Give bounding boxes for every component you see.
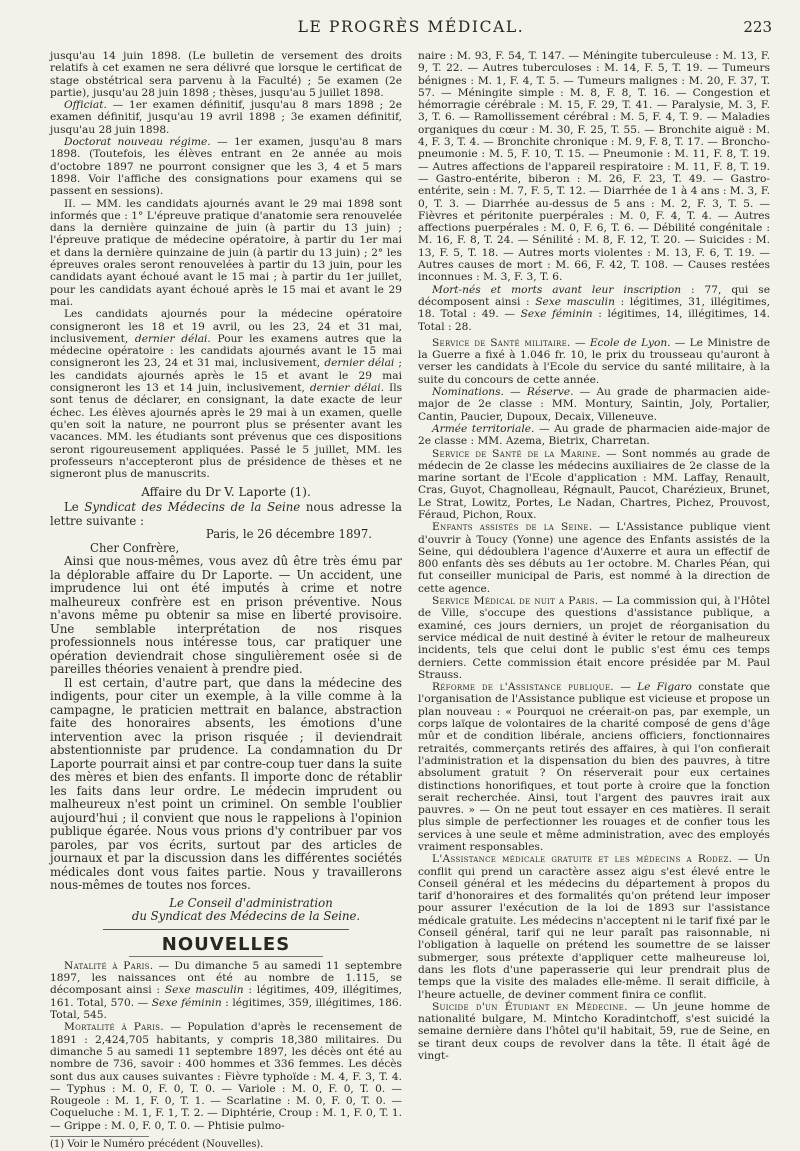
- section-rule: [103, 929, 349, 930]
- sante-militaire-label: Service de Santé militaire.: [432, 336, 571, 349]
- mort-nes-feminin: Sexe féminin: [520, 308, 593, 321]
- mort-nes-paragraph: [418, 284, 770, 333]
- mort-nes-text-e: : légitimes, 14, illégitimes, 14. Total : 28.: [418, 308, 771, 333]
- syndicat-intro: [50, 501, 402, 528]
- consignation-paragraph: [50, 308, 402, 480]
- officiat-label: Officiat.: [64, 99, 107, 112]
- consignation-text-1: Les candidats ajournés pour la médecine opératoire consigneront les 18 et 19 avril, ou les 23, 24 et 31 mai, inclusivement,: [50, 308, 402, 345]
- enfants-assistes-paragraph: [418, 521, 770, 595]
- letter-paragraph-2: Il est certain, d'autre part, que dans la médecine des indigents, pour citer un exemple, à la ville comme à la campagne, le praticien mettrait en balance, abstraction faite des honoraires absents, les émotions d'une intervention avec la prison risquée ; il deviendrait abstentionniste par prudence. La condamnation du Dr Laporte pourrait ainsi et par contre-coup tuer dans la suite des mères et bien des enfants. Il importe donc de rétablir les faits dans leur ordre. Le médecin imprudent ou malheureux n'est point un criminel. On semble l'oublier aujourd'hui ; il convient que nous le rappelions à l'opinion publique égarée. Nous vous prions d'y contribuer par vos paroles, par vos écrits, surtout par des articles de journaux et par la discussion dans les différentes sociétés médicales dont vous faites partie. Nous y travaillerons nous-mêmes de toutes nos forces.: [50, 675, 402, 893]
- syndicat-name: Syndicat des Médecins de la Seine: [84, 500, 301, 515]
- page-number: 223: [743, 18, 772, 36]
- mort-nes-label: Mort-nés et morts avant leur inscription: [432, 283, 682, 296]
- dernier-delai-3: dernier délai: [309, 382, 381, 395]
- natalite-feminin: Sexe féminin: [151, 996, 222, 1009]
- doctorat-label: Doctorat nouveau régime.: [64, 136, 211, 149]
- sante-dash: —: [570, 336, 590, 349]
- mort-nes-text-c: : légitimes, 31, illégitimes, 18. Total : 49. —: [418, 295, 770, 321]
- le-figaro: Le Figaro: [637, 681, 692, 694]
- enfants-text: — L'Assistance publique vient d'ouvrir à Toucy (Yonne) une agence des Enfants assistés de la Seine, qui dédoublera l'agence d'Auxerre et aura un effectif de 800 enfants dès ses débuts au 1er octobre. M. Charles Péan, qui fut conseiller municipal de Paris, est nommé à la direction de cette agence.: [418, 521, 770, 595]
- nouvelles-heading: NOUVELLES: [161, 933, 291, 955]
- suicide-label: Suicide d'un Étudiant en Médecine.: [432, 1000, 628, 1013]
- suicide-text: — Un jeune homme de nationalité bulgare, M. Mintcho Koradintchoff, s'est suicidé la semaine dernière dans l'hôtel qu'il habitait, 59, rue de Seine, en se tirant deux coups de revolver dans la tête. Il était âgé de vingt-: [418, 1000, 771, 1063]
- affaire-laporte-heading: Affaire du Dr V. Laporte (1).: [141, 485, 311, 500]
- gratuite-label: L'Assistance médicale gratuite et les médecins a Rodez.: [432, 853, 733, 866]
- reforme-text: constate que l'organisation de l'Assistance publique est vicieuse et propose un plan nouveau : « Pourquoi ne créerait-on pas, par exemple, un corps laïque de volontaires de la charité composé de gens d'âge mûr et de condition libérale, anciens officiers, fonctionnaires retraités, commerçants retirés des affaires, à qui l'on confierait l'administration et la dispensation du bien des pauvres, à titre absolument gratuit ? On réserverait pour eux certaines distinctions honorifiques, et tout porte à croire que la fonction serait recherchée. Ainsi, tout l'argent des pauvres irait aux pauvres. » — On ne peut tout essayer en ces matières. Il serait plus simple de perfectionner les rouages et de confier tous les services à une seule et même administration, avec des employés vraiment responsables.: [418, 681, 770, 853]
- footnote-rule: [50, 1136, 149, 1137]
- section-rule-2: [129, 956, 323, 957]
- reforme-paragraph: [418, 681, 770, 853]
- letter-date: Paris, le 26 décembre 1897.: [205, 527, 372, 542]
- natalite-label: Natalité à Paris.: [64, 959, 154, 972]
- suicide-paragraph: [418, 1001, 770, 1062]
- doctorat-text: — 1er examen, jusqu'au 8 mars 1898. (Toutefois, les élèves entrant en 2e année au mois d'octobre 1897 ne pourront consigner que les 3, 4 et 5 mars 1898. Voir l'affiche des consignations pour examens qui se passent en sessions).: [50, 136, 402, 198]
- natalite-text-c: : légitimes, 409, illégitimes, 161. Total, 570. —: [50, 984, 402, 1009]
- nuit-label: Service Médical de nuit a Paris.: [432, 595, 599, 608]
- dernier-delai-1: dernier délai: [134, 332, 208, 345]
- officiat-paragraph: [50, 99, 402, 136]
- ecole-lyon: Ecole de Lyon.: [589, 336, 671, 349]
- consignation-text-3: ; les candidats ajournés après le 15 et avant le 29 mai consigneront les 13 et 14 juin, inclusivement,: [50, 357, 403, 395]
- armee-label: Armée territoriale.: [432, 422, 535, 435]
- nominations-text: — Au grade de pharmacien aide-major de 2e classe : MM. Montury, Saintin, Joly, Portalier, Cantin, Paucier, Dupoux, Decaix, Villeneuve.: [418, 386, 770, 423]
- armee-text: — Au grade de pharmacien aide-major de 2e classe : MM. Azema, Bietrix, Charretan.: [418, 422, 770, 448]
- gratuite-text: — Un conflit qui prend un caractère assez aigu s'est élevé entre le Conseil général et les médecins du département à propos du tarif d'honoraires et des formalités qu'on prétend leur imposer pour assurer l'exécution de la loi de 1893 sur l'assistance médicale gratuite. Les médecins n'acceptent ni le tarif fixé par le Conseil général, tarif qui ne leur paraît pas raisonnable, ni l'obligation à laquelle on prétend les soumettre de se laisser submerger, sous prétexte d'appliquer cette malheureuse loi, dans les flots d'une paperasserie qui leur prendrait plus de temps que la visite des malades elle-même. Il serait difficile, à l'heure actuelle, de deviner comment finira ce conflit.: [418, 853, 770, 1001]
- syndicat-intro-c: nous adresse la lettre suivante :: [50, 500, 402, 528]
- officiat-text: — 1er examen définitif, jusqu'au 8 mars 1898 ; 2e examen définitif, jusqu'au 19 avril 1898 ; 3e examen définitif, jusqu'au 28 juin 1898.: [50, 99, 402, 136]
- exam-dates-paragraph: jusqu'au 14 juin 1898. (Le bulletin de versement des droits relatifs à cet examen ne sera délivré que lorsque le certificat de stage obstétrical sera parvenu à la Faculté) ; 5e examen (2e partie), jusqu'au 28 juin 1898 ; thèses, jusqu'au 5 juillet 1898.: [50, 50, 402, 99]
- nominations-label: Nominations.: [432, 386, 504, 399]
- reforme-dash: —: [613, 681, 638, 694]
- assistance-gratuite-paragraph: [418, 853, 770, 1001]
- marine-paragraph: [418, 448, 770, 522]
- ajournes-paragraph: II. — MM. les candidats ajournés avant le 29 mai 1898 sont informés que : 1° L'épreuve pratique d'anatomie sera renouvelée dans la dernière quinzaine de juin (à partir du 13 juin) ; l'épreuve pratique de médecine opératoire, à partir du 1er mai et dans la dernière quinzaine de juin (à partir du 13 juin) ; 2° les épreuves orales seront renouvelées à partir du 13 juin, pour les candidats ayant échoué avant le 15 mai ; à partir du 1er juillet, pour les candidats ayant échoué après le 15 mai et avant le 29 mai.: [50, 197, 402, 308]
- natalite-paragraph: [50, 960, 402, 1021]
- right-column: [418, 50, 770, 1100]
- sante-militaire-text: — Le Ministre de la Guerre a fixé à 1.046 fr. 10, le prix du trousseau qu'auront à verser les candidats à l'Ecole du service du santé militaire, à la suite du concours de cette année.: [418, 336, 770, 386]
- two-column-body: [50, 50, 771, 1151]
- mort-nes-text-a: : 77, qui se décomposent ainsi :: [418, 283, 770, 308]
- running-title: LE PROGRÈS MÉDICAL.: [297, 18, 525, 36]
- syndicat-intro-a: Le: [64, 500, 85, 515]
- mortality-causes-continued: naire : M. 93, F. 54, T. 147. — Méningite tuberculeuse : M. 13, F. 9, T. 22. — Autres tuberculoses : M. 14, F. 5, T. 19. — Tumeurs bénignes : M. 1, F. 4, T. 5. — Tumeurs malignes : M. 20, F. 37, T. 57. — Méningite simple : M. 8, F. 8, T. 16. — Congestion et hémorragie cérébrale : M. 15, F. 29, T. 41. — Paralysie, M. 3, F. 3, T. 6. — Ramollissement cérébral : M. 5, F. 4, T. 9. — Maladies organiques du cœur : M. 30, F. 25, T. 55. — Bronchite aiguë : M. 4, F. 3, T. 4. — Bronchite chronique : M. 9, F. 8, T. 17. — Broncho-pneumonie : M. 5, F. 10, T. 15. — Pneumonie : M. 11, F. 8, T. 19. — Autres affections de l'appareil respiratoire : M. 11, F. 8, T. 19. — Gastro-entérite, biberon : M. 26, F. 23, T. 49. — Gastro-entérite, sein : M. 7, F. 5, T. 12. — Diarrhée de 1 à 4 ans : M. 3, F. 0, T. 3. — Diarrhée au-dessus de 5 ans : M. 2, F. 3, T. 5. — Fièvres et péritonite puerpérales : M. 0, F. 4, T. 4. — Autres affections puerpérales : M. 0, F. 6, T. 6. — Débilité congénitale : M. 16, F. 8, T. 24. — Sénilité : M. 8, F. 12, T. 20. — Suicides : M. 13, F. 5, T. 18. — Autres morts violentes : M. 13, F. 6, T. 19. — Autres causes de mort : M. 66, F. 42, T. 108. — Causes restées inconnues : M. 3, F. 3, T. 6.: [418, 50, 770, 284]
- reserve-label: Réserve.: [526, 386, 574, 399]
- syndicat-letter: [50, 501, 402, 924]
- service-nuit-paragraph: [418, 595, 770, 681]
- doctorat-paragraph: [50, 136, 402, 197]
- nominations-paragraph: [418, 386, 770, 423]
- marine-label: Service de Santé de la Marine.: [432, 447, 601, 460]
- natalite-masculin: Sexe masculin: [164, 984, 244, 997]
- consignation-text-2: . Pour les examens autres que la médecine opératoire : les candidats ajournés avant le 15 mai consigneront les 23, 24 et 31 mai, inclusivement,: [50, 332, 402, 370]
- letter-paragraph-1: Ainsi que nous-mêmes, vous avez dû être très ému par la déplorable affaire du Dr Laporte. — Un accident, une imprudence lui ont été imputés à crime et notre malheureux confrère est en prison préventive. Nous n'avons même pu obtenir sa mise en liberté provisoire. Une semblable interprétation de nos risques professionnels nous intéresse tous, car pratiquer une opération deviendrait chose singulièrement osée si de pareilles théories venaient à prendre pied.: [50, 554, 402, 677]
- nuit-text: — La commission qui, à l'Hôtel de Ville, s'occupe des questions d'assistance publique, a examiné, ces jours derniers, un projet de réorganisation du service médical de nuit destiné à éviter le retour de malheureux incidents, tels que celui dont le public s'est ému ces temps derniers. Cette commission était encore présidée par M. Paul Strauss.: [418, 595, 770, 681]
- armee-territoriale-paragraph: [418, 423, 770, 448]
- marine-text: — Sont nommés au grade de médecin de 2e classe les médecins auxiliaires de 2e classe de la marine sortant de l'Ecole d'application : MM. Laffay, Renault, Cras, Guyot, Chagnolleau, Régnault, Paucot, Charézieux, Brunet, Le Strat, Lowitz, Portes, Le Nadan, Chartres, Pichez, Prouvost, Féraud, Pichon, Roux.: [418, 447, 770, 521]
- consignation-text-4: . Ils sont tenus de déclarer, en consignant, la date exacte de leur échec. Les élèves ajournés après le 29 mai à un examen, quelle qu'en soit la nature, ne pourront plus se présenter avant les vacances. MM. les étudiants sont prévenus que ces dispositions seront rigoureusement appliquées. Passé le 5 juillet, MM. les professeurs n'accepteront plus de présidence de thèses et ne signeront plus de manuscrits.: [50, 382, 403, 481]
- page-header: [50, 16, 772, 38]
- letter-signature-1: Le Conseil d'administration: [169, 895, 333, 910]
- sante-militaire-paragraph: [418, 337, 770, 386]
- mortalite-paragraph: [50, 1021, 402, 1132]
- reforme-label: Réforme de l'Assistance publique.: [432, 681, 614, 694]
- mortalite-text: — Population d'après le recensement de 1891 : 2,424,705 habitants, y compris 18,380 militaires. Du dimanche 5 au samedi 11 septembre 1897, les décès ont été au nombre de 736, savoir : 400 hommes et 336 femmes. Les décès sont dus aux causes suivantes : Fièvre typhoïde : M. 4, F. 3, T. 4. — Typhus : M. 0, F. 0, T. 0. — Variole : M. 0, F. 0, T. 0. — Rougeole : M. 1, F. 0, T. 1. — Scarlatine : M. 0, F. 0, T. 0. — Coqueluche : M. 1, F. 1, T. 2. — Diphtérie, Croup : M. 1, F. 0, T. 1. — Grippe : M. 0, F. 0, T. 0. — Phtisie pulmo-: [50, 1021, 402, 1132]
- natalite-text-e: : légitimes, 359, illégitimes, 186. Total, 545.: [50, 996, 403, 1022]
- mort-nes-masculin: Sexe masculin: [535, 295, 615, 308]
- mortalite-label: Mortalité à Paris.: [64, 1021, 164, 1034]
- natalite-text-a: — Du dimanche 5 au samedi 11 septembre 1897, les naissances ont été au nombre de 1.115, se décomposant ainsi :: [50, 959, 403, 997]
- letter-salutation: Cher Confrère,: [90, 540, 180, 555]
- footnote: (1) Voir le Numéro précédent (Nouvelles).: [50, 1139, 264, 1151]
- letter-signature-2: du Syndicat des Médecins de la Seine.: [131, 909, 361, 924]
- left-column: [50, 50, 403, 1151]
- dernier-delai-2: dernier délai: [324, 357, 395, 370]
- nominations-dash: —: [503, 386, 527, 399]
- enfants-label: Enfants assistés de la Seine.: [432, 521, 593, 534]
